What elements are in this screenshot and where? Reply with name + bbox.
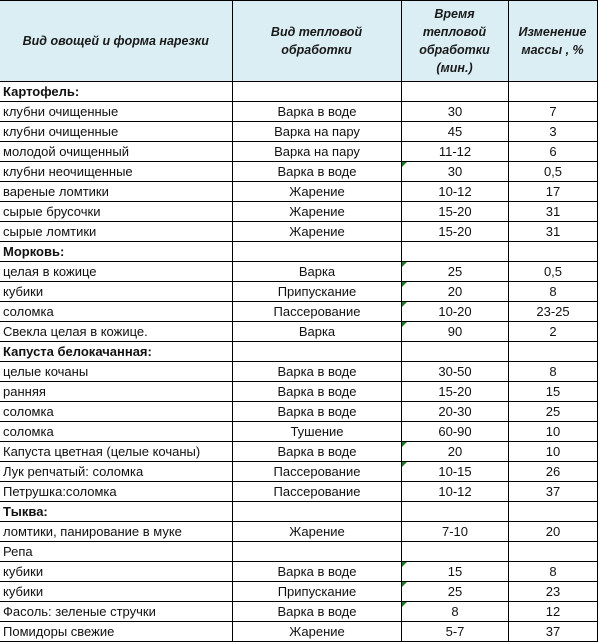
cell-method[interactable] [232,582,401,602]
cell-time[interactable] [401,382,508,402]
error-indicator-icon[interactable] [402,262,407,267]
cell-mass[interactable] [508,602,597,622]
cell-mass-text: 37 [545,484,561,499]
cell-time[interactable] [401,142,508,162]
cell-method[interactable] [232,402,401,422]
cell-method[interactable] [232,142,401,162]
cell-vegetable-text: Репа [3,544,33,559]
cell-method[interactable] [232,302,401,322]
cell-method[interactable] [232,102,401,122]
cell-vegetable-text: соломка [3,304,54,319]
cell-vegetable-text: ранняя [3,384,46,399]
group-row [0,82,597,102]
cell-time[interactable] [401,502,508,522]
cell-method[interactable] [232,562,401,582]
cell-time[interactable] [401,622,508,642]
cell-time[interactable] [401,442,508,462]
cell-method[interactable] [232,422,401,442]
cell-mass-text: 26 [545,464,561,479]
table-row [0,202,597,222]
cell-time[interactable] [401,402,508,422]
cell-time-text: 20 [447,284,463,299]
error-indicator-icon[interactable] [402,602,407,607]
cell-mass[interactable] [508,362,597,382]
cell-method-text: Варка [298,324,336,339]
cell-time-text: 10-12 [438,184,472,199]
cell-method-text: Жарение [289,204,345,219]
cell-vegetable[interactable] [0,122,232,142]
cell-method[interactable] [232,622,401,642]
cell-method[interactable] [232,362,401,382]
cell-method-text: Жарение [289,624,345,639]
cell-method[interactable] [232,482,401,502]
cell-mass[interactable] [508,542,597,562]
cell-method[interactable] [232,202,401,222]
table-row [0,382,597,402]
cell-mass[interactable] [508,102,597,122]
cell-mass[interactable] [508,282,597,302]
cell-vegetable[interactable] [0,402,232,422]
cell-time-text: 25 [447,584,463,599]
cell-mass-text: 6 [549,144,557,159]
table-row [0,482,597,502]
header-mass-change[interactable]: Изменение массы , % [508,1,597,82]
cell-vegetable[interactable] [0,422,232,442]
cell-vegetable-text: молодой очищенный [3,144,129,159]
cell-time-text: 30 [447,104,463,119]
cell-mass[interactable] [508,182,597,202]
cell-time[interactable] [401,342,508,362]
cell-method-text: Варка в воде [277,384,357,399]
cell-method-text: Варка на пару [274,124,360,139]
cell-vegetable-text: Капуста цветная (целые кочаны) [3,444,201,459]
header-row [0,1,597,82]
cell-mass-text: 0,5 [543,264,563,279]
table-row [0,162,597,182]
table-row [0,222,597,242]
cell-time-text: 15-20 [438,224,472,239]
cell-vegetable[interactable] [0,622,232,642]
cell-vegetable[interactable] [0,242,232,262]
cell-vegetable[interactable] [0,362,232,382]
cell-time-text: 7-10 [441,524,469,539]
table-row [0,122,597,142]
cell-vegetable-text: клубни неочищенные [3,164,133,179]
cell-time-text: 10-12 [438,484,472,499]
cell-mass-text: 3 [549,124,557,139]
cell-time[interactable] [401,562,508,582]
cell-time[interactable] [401,82,508,102]
cell-mass-text: 10 [545,424,561,439]
cell-method-text: Варка в воде [277,604,357,619]
cell-time-text: 8 [451,604,459,619]
cell-vegetable[interactable] [0,562,232,582]
cell-time[interactable] [401,522,508,542]
cell-method-text: Варка в воде [277,364,357,379]
cell-mass-text: 23-25 [536,304,570,319]
cell-method[interactable] [232,162,401,182]
table-row [0,622,597,642]
cell-vegetable-text: клубни очищенные [3,124,119,139]
cell-mass[interactable] [508,162,597,182]
error-indicator-icon[interactable] [402,562,407,567]
cell-mass[interactable] [508,622,597,642]
cell-vegetable[interactable] [0,582,232,602]
cell-mass-text: 0,5 [543,164,563,179]
cell-time-text: 15 [447,564,463,579]
error-indicator-icon[interactable] [402,162,407,167]
cell-vegetable[interactable] [0,342,232,362]
cell-time[interactable] [401,262,508,282]
cell-method-text: Пассерование [273,484,361,499]
cell-method-text: Варка в воде [277,104,357,119]
cell-method[interactable] [232,282,401,302]
cell-vegetable-text: кубики [3,284,44,299]
cell-vegetable[interactable] [0,382,232,402]
cell-vegetable-text: Морковь: [3,244,65,259]
table-row [0,402,597,422]
cell-time-text: 60-90 [438,424,472,439]
cell-method[interactable] [232,542,401,562]
cell-method-text: Варка на пару [274,144,360,159]
cell-time[interactable] [401,322,508,342]
table-row [0,582,597,602]
cell-method-text: Варка в воде [277,404,357,419]
cell-mass[interactable] [508,242,597,262]
cell-vegetable-text: Лук репчатый: соломка [3,464,144,479]
cell-method[interactable] [232,182,401,202]
cell-vegetable-text: Помидоры свежие [3,624,115,639]
cell-method[interactable] [232,122,401,142]
table-row [0,302,597,322]
cell-vegetable-text: сырые ломтики [3,224,97,239]
cell-mass-text: 2 [549,324,557,339]
cell-vegetable-text: Фасоль: зеленые стручки [3,604,156,619]
cell-mass[interactable] [508,302,597,322]
cell-time[interactable] [401,422,508,442]
cell-vegetable[interactable] [0,542,232,562]
cell-mass-text: 37 [545,624,561,639]
cell-method-text: Жарение [289,184,345,199]
cell-vegetable[interactable] [0,182,232,202]
cell-time[interactable] [401,602,508,622]
cell-mass[interactable] [508,82,597,102]
cell-time-text: 10-15 [438,464,472,479]
cell-vegetable[interactable] [0,102,232,122]
cell-mass-text: 15 [545,384,561,399]
cell-vegetable-text: целые кочаны [3,364,89,379]
cell-time[interactable] [401,242,508,262]
table-row [0,442,597,462]
cell-method[interactable] [232,242,401,262]
error-indicator-icon[interactable] [402,582,407,587]
cell-vegetable[interactable] [0,602,232,622]
cell-time-text: 45 [447,124,463,139]
header-cooking-method[interactable]: Вид тепловой обработки [232,1,401,82]
cell-mass[interactable] [508,502,597,522]
cell-mass-text: 7 [549,104,557,119]
cell-mass[interactable] [508,402,597,422]
table-row [0,602,597,622]
cell-vegetable[interactable] [0,522,232,542]
table-row [0,362,597,382]
cell-mass-text: 12 [545,604,561,619]
cell-method-text: Пассерование [273,464,361,479]
group-row [0,242,597,262]
cell-mass-text: 25 [545,404,561,419]
cell-vegetable-text: Свекла целая в кожице. [3,324,148,339]
cell-method-text: Варка в воде [277,164,357,179]
cell-mass-text: 31 [545,224,561,239]
table-row [0,142,597,162]
cell-vegetable-text: целая в кожице [3,264,97,279]
cell-mass[interactable] [508,422,597,442]
cell-vegetable-text: Капуста белокачанная: [3,344,152,359]
cell-mass[interactable] [508,342,597,362]
cell-vegetable[interactable] [0,82,232,102]
cell-method[interactable] [232,322,401,342]
cell-method-text: Варка в воде [277,564,357,579]
cell-vegetable-text: Петрушка:соломка [3,484,117,499]
table-row [0,422,597,442]
group-row [0,502,597,522]
cell-mass-text: 8 [549,564,557,579]
cell-vegetable-text: кубики [3,564,44,579]
cell-vegetable-text: клубни очищенные [3,104,119,119]
cell-vegetable-text: соломка [3,424,54,439]
cell-mass[interactable] [508,142,597,162]
table-row [0,262,597,282]
cell-time[interactable] [401,222,508,242]
cell-method[interactable] [232,522,401,542]
cell-vegetable[interactable] [0,482,232,502]
cell-method[interactable] [232,462,401,482]
table-row [0,562,597,582]
cell-mass-text: 8 [549,284,557,299]
error-indicator-icon[interactable] [402,322,407,327]
cell-mass-text: 20 [545,524,561,539]
cell-method[interactable] [232,502,401,522]
table-row [0,182,597,202]
cell-mass[interactable] [508,522,597,542]
cell-vegetable[interactable] [0,282,232,302]
cell-vegetable[interactable] [0,262,232,282]
cell-mass[interactable] [508,462,597,482]
cell-vegetable[interactable] [0,502,232,522]
cell-mass[interactable] [508,122,597,142]
table-row [0,462,597,482]
error-indicator-icon[interactable] [402,302,407,307]
error-indicator-icon[interactable] [402,442,407,447]
cell-time-text: 30 [447,164,463,179]
cell-vegetable[interactable] [0,302,232,322]
cell-mass[interactable] [508,202,597,222]
cell-mass[interactable] [508,222,597,242]
cell-time-text: 5-7 [445,624,465,639]
cell-time-text: 30-50 [438,364,472,379]
cell-time[interactable] [401,582,508,602]
error-indicator-icon[interactable] [402,462,407,467]
cell-time[interactable] [401,362,508,382]
cell-vegetable[interactable] [0,322,232,342]
cell-time-text: 20 [447,444,463,459]
cell-time-text: 11-12 [438,144,472,159]
cell-mass-text: 23 [545,584,561,599]
cell-time-text: 25 [447,264,463,279]
cell-mass[interactable] [508,262,597,282]
cell-vegetable[interactable] [0,202,232,222]
cell-time[interactable] [401,122,508,142]
table-row [0,282,597,302]
cell-mass[interactable] [508,562,597,582]
cell-method[interactable] [232,82,401,102]
cell-mass[interactable] [508,442,597,462]
cell-method[interactable] [232,602,401,622]
cell-time[interactable] [401,182,508,202]
cell-vegetable-text: вареные ломтики [3,184,109,199]
cell-method[interactable] [232,262,401,282]
cell-method-text: Варка [298,264,336,279]
cell-vegetable[interactable] [0,222,232,242]
table-row [0,322,597,342]
cell-time[interactable] [401,302,508,322]
cell-method-text: Жарение [289,524,345,539]
cell-method[interactable] [232,342,401,362]
cell-time-text: 20-30 [438,404,472,419]
cell-vegetable-text: Тыква: [3,504,48,519]
group-row [0,342,597,362]
cell-vegetable-text: сырые брусочки [3,204,101,219]
cell-vegetable[interactable] [0,442,232,462]
table-row [0,102,597,122]
cell-time[interactable] [401,462,508,482]
cell-mass[interactable] [508,322,597,342]
group-row [0,542,597,562]
cell-time-text: 15-20 [438,384,472,399]
cell-vegetable[interactable] [0,142,232,162]
cell-vegetable[interactable] [0,162,232,182]
cell-vegetable[interactable] [0,462,232,482]
header-cooking-time[interactable]: Время тепловой обработки (мин.) [401,1,508,82]
cell-method-text: Припускание [277,284,357,299]
cell-method-text: Тушение [290,424,344,439]
cell-vegetable-text: Картофель: [3,84,80,99]
cell-method-text: Пассерование [273,304,361,319]
cell-time[interactable] [401,482,508,502]
cell-mass[interactable] [508,482,597,502]
cell-time[interactable] [401,202,508,222]
table-row [0,522,597,542]
cell-mass-text: 17 [545,184,561,199]
cell-mass-text: 10 [545,444,561,459]
cell-method[interactable] [232,222,401,242]
cell-mass-text: 8 [549,364,557,379]
cell-time[interactable] [401,282,508,302]
cell-mass[interactable] [508,582,597,602]
cell-mass-text: 31 [545,204,561,219]
cell-time[interactable] [401,542,508,562]
cell-time[interactable] [401,162,508,182]
header-vegetable-cut[interactable]: Вид овощей и форма нарезки [0,1,232,82]
cell-method-text: Жарение [289,224,345,239]
cell-method[interactable] [232,442,401,462]
cell-method-text: Припускание [277,584,357,599]
cell-time-text: 90 [447,324,463,339]
cell-vegetable-text: соломка [3,404,54,419]
cell-time-text: 10-20 [438,304,472,319]
cell-vegetable-text: кубики [3,584,44,599]
cell-time-text: 15-20 [438,204,472,219]
cell-method-text: Варка в воде [277,444,357,459]
cell-mass[interactable] [508,382,597,402]
cell-vegetable-text: ломтики, панирование в муке [3,524,182,539]
error-indicator-icon[interactable] [402,282,407,287]
cell-time[interactable] [401,102,508,122]
cell-method[interactable] [232,382,401,402]
